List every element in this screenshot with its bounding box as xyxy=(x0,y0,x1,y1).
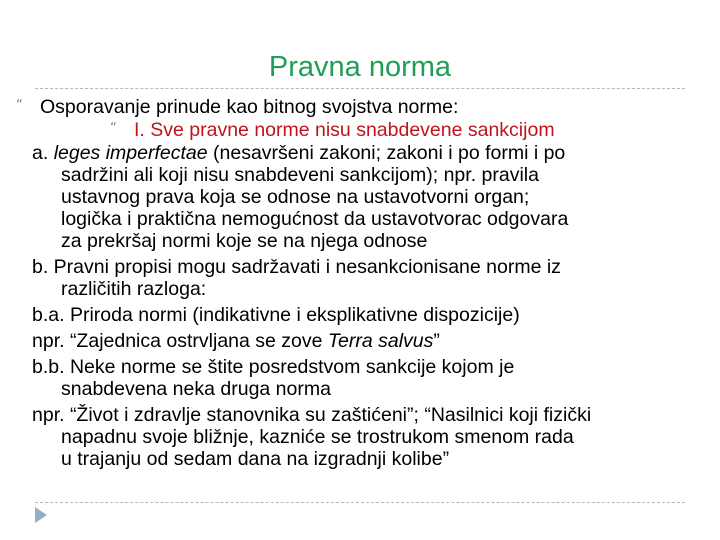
example-1 xyxy=(32,330,440,352)
title-divider xyxy=(35,88,685,89)
bullet-icon: “ xyxy=(110,121,117,136)
paragraph-a-prefix: a. xyxy=(32,142,54,164)
paragraph-ba: b.a. Priroda normi (indikativne i eksplikativne dispozicije) xyxy=(32,304,520,326)
paragraph-b-line1: b. Pravni propisi mogu sadržavati i nesankcionisane norme iz xyxy=(32,256,561,278)
paragraph-a-rest: (nesavršeni zakoni; zakoni i po formi i po xyxy=(207,142,566,164)
paragraph-a-italic: leges imperfectae xyxy=(53,142,208,164)
footer-divider xyxy=(35,502,685,503)
example-1-suffix: ” xyxy=(433,330,440,352)
paragraph-a-line5: za prekršaj normi koje se na njega odnose xyxy=(61,230,428,252)
example-2-line3: u trajanju od sedam dana na izgradnji kolibe” xyxy=(61,448,450,470)
level2-bullet-text: I. Sve pravne norme nisu snabdevene sankcijom xyxy=(134,119,555,141)
paragraph-a-line4: logička i praktična nemogućnost da ustavotvorac odgovara xyxy=(61,208,569,230)
bullet-icon: “ xyxy=(16,98,23,113)
slide-title: Pravna norma xyxy=(268,51,452,83)
paragraph-b-line2: različitih razloga: xyxy=(61,278,207,300)
paragraph-a-line2: sadržini ali koji nisu snabdeveni sankcijom); npr. pravila xyxy=(61,164,539,186)
example-1-italic: Terra salvus xyxy=(327,330,434,352)
example-2-line2: napadnu svoje bližnje, kazniće se trostrukom smenom rada xyxy=(61,426,574,448)
example-2-line1: npr. “Život i zdravlje stanovnika su zaštićeni”; “Nasilnici koji fizički xyxy=(32,404,592,426)
paragraph-bb-line2: snabdevena neka druga norma xyxy=(61,378,331,400)
next-slide-arrow-icon[interactable] xyxy=(35,507,47,523)
paragraph-a-line3: ustavnog prava koja se odnose na ustavotvorni organ; xyxy=(61,186,530,208)
example-1-prefix: npr. “Zajednica ostrvljana se zove xyxy=(32,330,328,352)
paragraph-bb-line1: b.b. Neke norme se štite posredstvom sankcije kojom je xyxy=(32,356,515,378)
paragraph-a-line1 xyxy=(32,142,565,164)
level1-bullet-text: Osporavanje prinude kao bitnog svojstva norme: xyxy=(40,96,459,118)
